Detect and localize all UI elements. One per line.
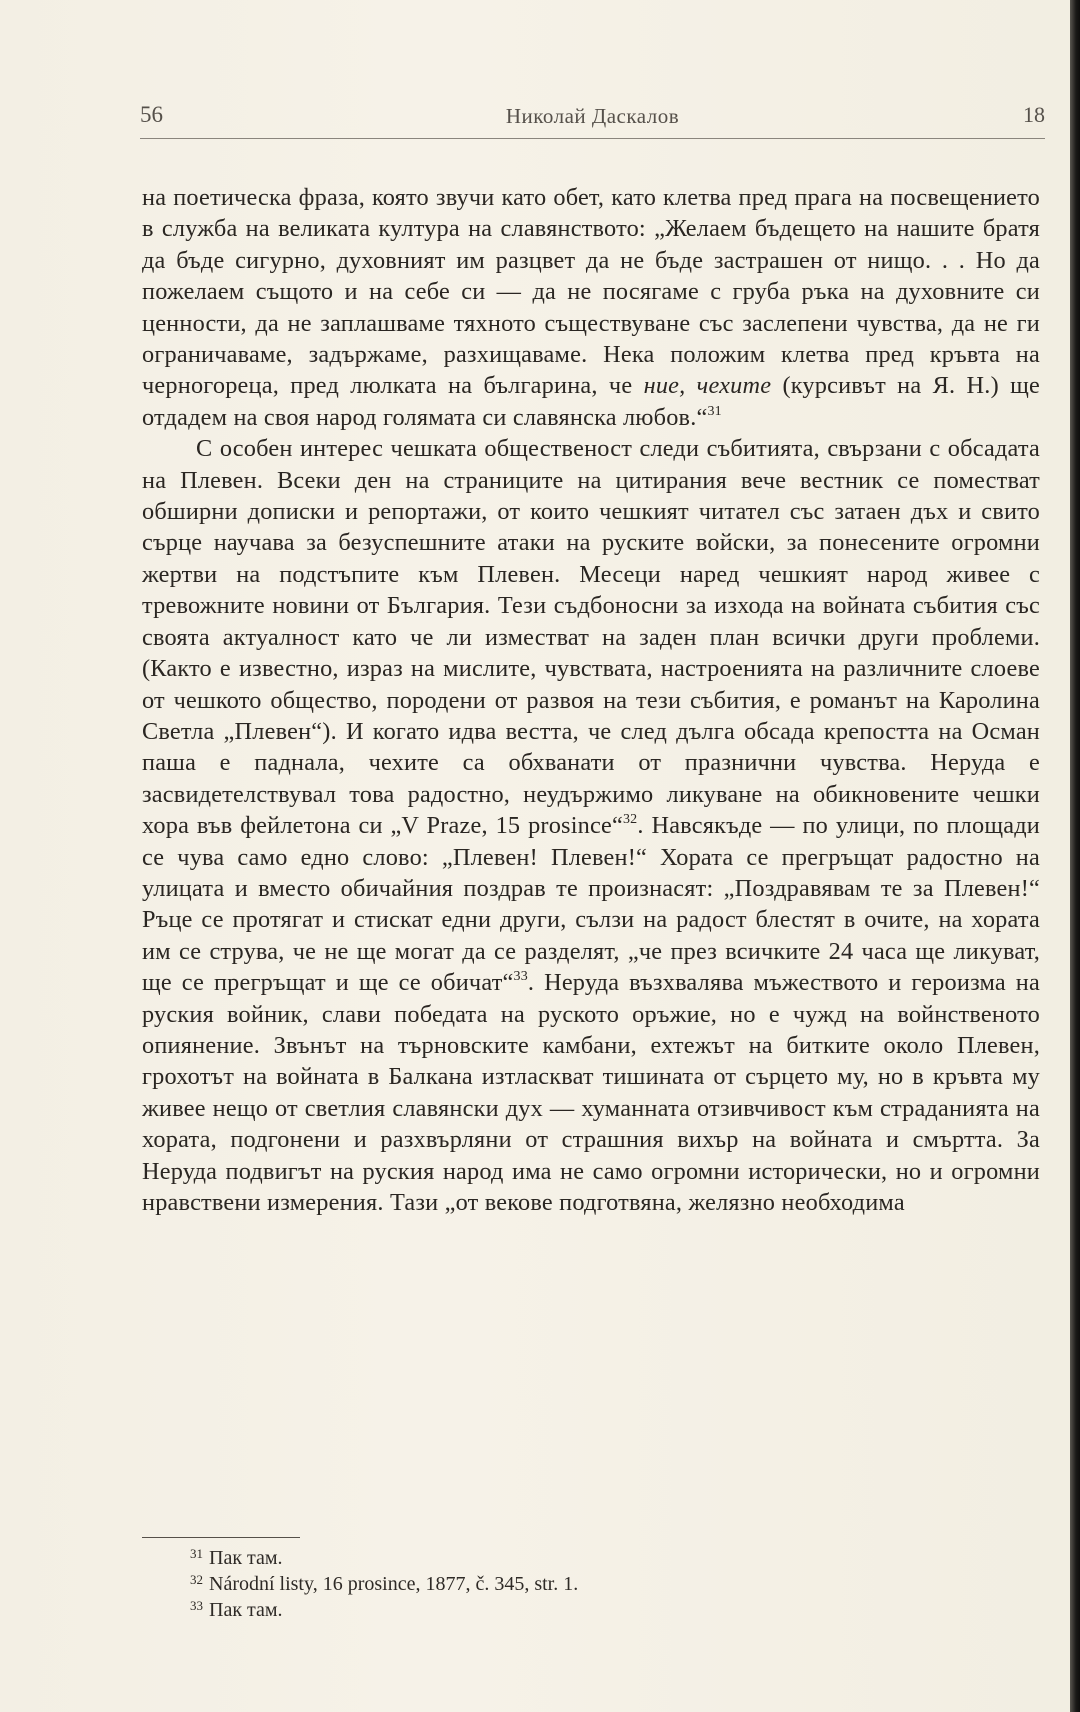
header-rule (140, 138, 1045, 139)
paragraph-pleven (142, 433, 1040, 1218)
footnote-mark: 33 (190, 1598, 203, 1613)
footnote-text: Národní listy, 16 prosince, 1877, č. 345, str. 1. (209, 1573, 579, 1595)
footnote-mark: 32 (190, 1572, 203, 1587)
page-number: 56 (140, 102, 163, 127)
footnote-text: Пак там. (209, 1599, 283, 1621)
italic-emphasis: ние, чехите (643, 372, 772, 400)
footnote-33 (190, 1598, 1010, 1624)
chapter-number: 18 (1023, 102, 1045, 127)
footnotes (190, 1546, 1010, 1624)
footnote-ref-32: 32 (622, 812, 638, 828)
paragraph-text: . Неруда възхвалява мъжеството и героизма на руския войник, слави победата на руското оръжие, но е чужд на войнственото опиянение. Звънът на търновските камбани, ехтежът на битките около Плевен, грохотът на войната в Балкана изтласкват тишината от сърцето му, но в кръвта му живее нещо от светлия славянски дух — хуманната отзивчивост към страданията на хората, подгонени и разхвърляни от страшния вихър на войната и смъртта. За Неруда подвигът на руския народ има не само огромни исторически, но и огромни нравствени измерения. Тази „от векове подготвяна, желязно необходима (142, 969, 1040, 1216)
footnote-mark: 31 (190, 1546, 203, 1561)
running-title: Николай Даскалов (505, 104, 680, 128)
footnote-31 (190, 1546, 1010, 1572)
footnote-text: Пак там. (209, 1547, 283, 1569)
paragraph-text: С особен интерес чешката общественост следи събитията, свързани с обсадата на Плевен. Всеки ден на страниците на цитирания вече вестник се поместват обширни дописки и репортажи, от които чешкият читател със затаен дъх и свито сърце научава за безуспешните атаки на руските войски, за понесените огромни жертви на подстъпите към Плевен. Месеци наред чешкият народ живее с тревожните новини от България. Тези съдбоносни за изхода на войната събития със своята актуалност като че ли изместват на заден план всички други проблеми. (Както е известно, израз на мислите, чувствата, настроенията на различните слоеве от чешкото общество, породени от развоя на тези събития, е романът на Каролина Светла „Плевен“). И когато идва вестта, че след дълга обсада крепостта на Осман паша е паднала, чехите са обхванати от празнични чувства. Неруда е засвидетелствувал това радостно, неудържимо ликуване на обикновените чешки хора във фейлетона си „V Praze, 15 prosince“ (142, 435, 1040, 840)
footnote-ref-33: 33 (513, 969, 528, 985)
footnote-32 (190, 1572, 1010, 1598)
page-header (140, 102, 1045, 138)
footnote-rule (142, 1537, 300, 1538)
body-text (142, 182, 1040, 1218)
footnote-ref-31: 31 (707, 403, 722, 419)
book-spine-edge (1070, 0, 1080, 1712)
paragraph-text: (курсивът на Я. Н.) ще отдадем на своя народ голямата си славянска любов.“ (142, 372, 1040, 431)
paragraph-text: . Навсякъде — по улици, по площади се чува само едно слово: „Плевен! Плевен!“ Хората се прегръщат радостно на улицата и вместо обичайния поздрав те произнасят: „Поздравявам те за Плевен!“ Ръце се протягат и стискат едни други, сълзи на радост блестят в очите, на хората им се струва, че не ще могат да се разделят, „че през всичките 24 часа ще ликуват, ще се прегръщат и ще се обичат“ (142, 812, 1040, 997)
paragraph-text: на поетическа фраза, която звучи като обет, като клетва пред прага на посвещението в служба на великата култура на славянството: „Желаем бъдещето на нашите братя да бъде сигурно, духовният им разцвет да не бъде застрашен от нищо. . . Но да пожелаем същото и на себе си — да не посягаме с груба ръка на духовните си ценности, да не заплашваме тяхното съществуване със заслепени чувства, да не ги ограничаваме, задържаме, разхищаваме. Нека положим клетва пред кръвта на черногореца, пред люлката на българина, че (142, 184, 1040, 400)
paragraph-continued (142, 182, 1040, 433)
